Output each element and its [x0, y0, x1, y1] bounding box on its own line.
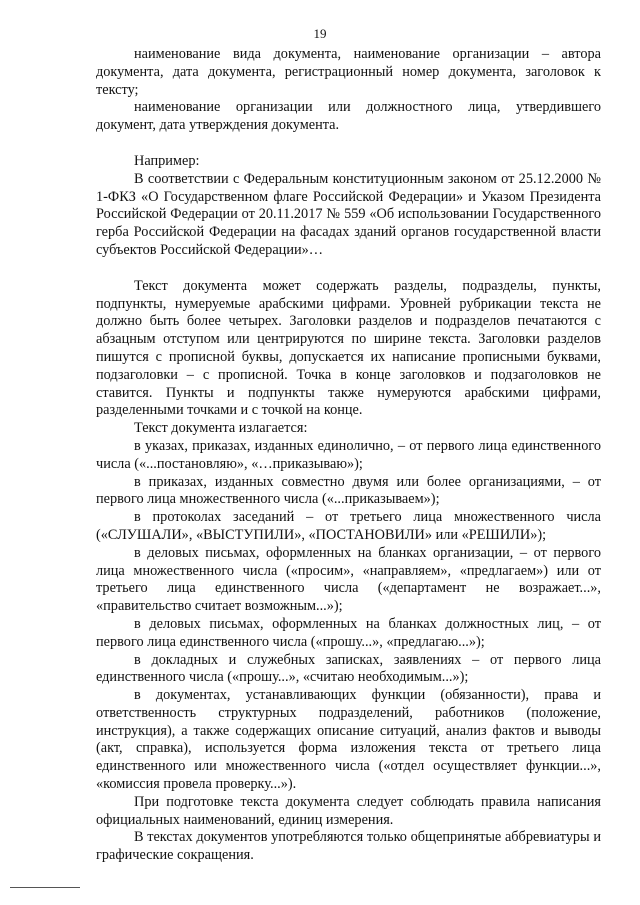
footnote-divider	[10, 887, 80, 888]
paragraph-joint-orders: в приказах, изданных совместно двумя или более организациями, – от первого лица множественного числа («...приказываем»);	[96, 473, 601, 508]
paragraph-requisites-author: наименование вида документа, наименование организации – автора документа, дата документа, регистрационный номер документа, заголовок к тексту;	[96, 46, 601, 98]
paragraph-regulations: в документах, устанавливающих функции (обязанности), права и ответственность структурных подразделений, работников (положение, инструкция), а также содержащих описание ситуаций, анализ фактов и выводы (акт, справка), используется форма изложения текста от третьего лица единственного или множественного числа («отдел осуществляет функции...», «комиссия провела проверку...»).	[96, 687, 601, 793]
paragraph-text-presented: Текст документа излагается:	[134, 420, 308, 437]
paragraph-example-text: В соответствии с Федеральным конституционным законом от 25.12.2000 № 1-ФКЗ «О Государственном флаге Российской Федерации» и Указом Президента Российской Федерации от 20.11.2017 № 559 «Об использовании Государственного герба Российской Федерации на фасадах зданий органов государственной власти субъектов Российской Федерации»…	[96, 170, 601, 258]
paragraph-example-label: Например:	[134, 152, 200, 169]
paragraph-requisites-approver: наименование организации или должностного лица, утвердившего документ, дата утверждения документа.	[96, 99, 601, 134]
paragraph-memos: в докладных и служебных записках, заявлениях – от первого лица единственного числа («прошу...», «считаю необходимым...»);	[96, 651, 601, 686]
paragraph-official-letters: в деловых письмах, оформленных на бланках должностных лиц, – от первого лица единственного числа («прошу...», «предлагаю...»);	[96, 615, 601, 650]
paragraph-protocols: в протоколах заседаний – от третьего лица множественного числа («СЛУШАЛИ», «ВЫСТУПИЛИ», «ПОСТАНОВИЛИ» или «РЕШИЛИ»);	[96, 509, 601, 543]
paragraph-abbreviations: В текстах документов употребляются только общепринятые аббревиатуры и графические сокращения.	[96, 829, 601, 864]
page-number: 19	[313, 26, 327, 41]
paragraph-org-letters: в деловых письмах, оформленных на бланках организации, – от первого лица множественного числа («просим», «направляем», «предлагаем») или от третьего лица единственного числа («департамент не возражает...», «правительство считает возможным...»);	[96, 544, 601, 615]
paragraph-naming-rules: При подготовке текста документа следует соблюдать правила написания официальных наименований, единиц измерения.	[96, 793, 601, 828]
paragraph-text-structure: Текст документа может содержать разделы, подразделы, пункты, подпункты, нумеруемые арабскими цифрами. Уровней рубрикации текста не должно быть более четырех. Заголовки разделов и подразделов печатаются с абзацным отступом или центрируются по ширине текста. Заголовки разделов пишутся с прописной буквы, допускается их написание прописными буквами, подзаголовки – с прописной. Точка в конце заголовков и подзаголовков не ставится. Пункты и подпункты также нумеруются арабскими цифрами, разделенными точками и с точкой на конце.	[96, 277, 601, 419]
paragraph-decrees: в указах, приказах, изданных единолично, – от первого лица единственного числа («...постановляю», «…приказываю»);	[96, 437, 601, 472]
document-body	[96, 46, 601, 865]
